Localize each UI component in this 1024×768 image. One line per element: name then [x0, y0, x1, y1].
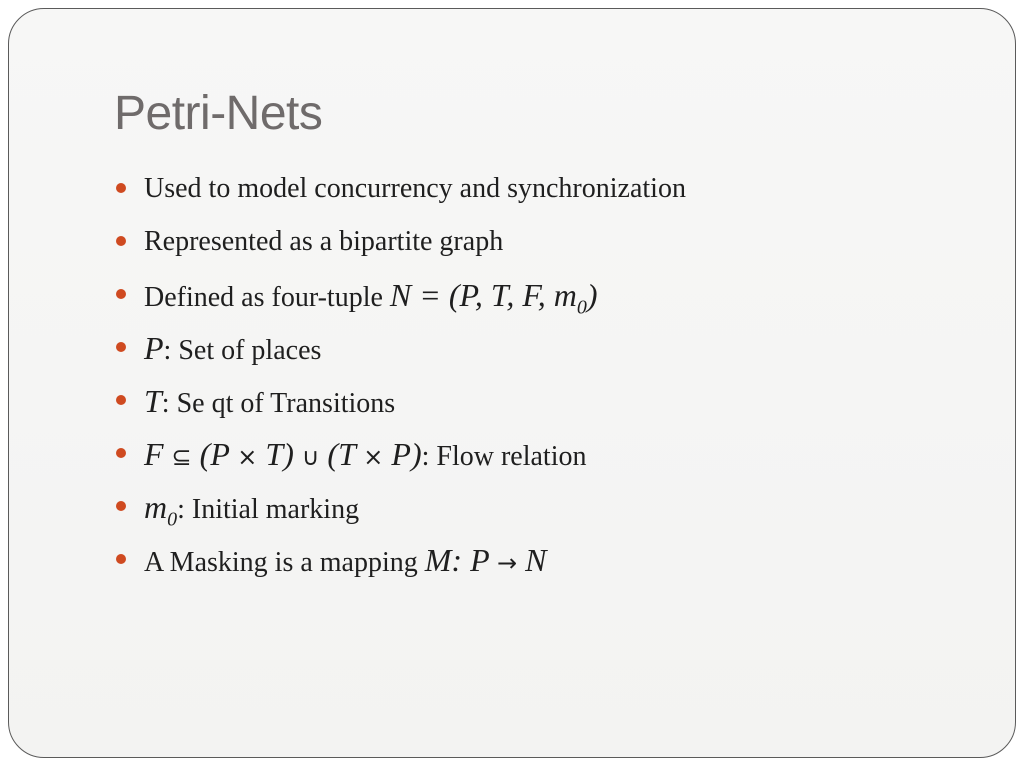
bullet-item — [116, 488, 686, 541]
places-symbol: P — [144, 330, 164, 366]
bullet-dot-icon — [116, 395, 126, 405]
bullet-item — [116, 276, 686, 329]
tuple-formula: N = (P, T, F, $m_0$) — [389, 277, 598, 319]
bullet-text: : Flow relation — [421, 441, 587, 472]
bullet-text: : Initial marking — [177, 494, 360, 525]
transitions-symbol: T — [144, 383, 162, 419]
bullet-text: : Set of places — [163, 335, 322, 366]
bullet-item — [116, 223, 686, 276]
bullet-text: A Masking is a mapping — [144, 547, 425, 578]
marking-symbol: $m_0$ — [144, 489, 178, 531]
mapping-formula: M: P → N — [424, 542, 547, 578]
bullet-list — [116, 170, 686, 594]
bullet-text: Represented as a bipartite graph — [144, 226, 504, 257]
bullet-dot-icon — [116, 236, 126, 246]
bullet-item — [116, 541, 686, 594]
flow-formula: F ⊆ (P × T) ∪ (T × P) — [144, 436, 422, 472]
bullet-dot-icon — [116, 183, 126, 193]
bullet-item — [116, 435, 686, 488]
bullet-dot-icon — [116, 448, 126, 458]
bullet-item — [116, 170, 686, 223]
bullet-dot-icon — [116, 554, 126, 564]
slide-title: Petri-Nets — [114, 87, 323, 140]
bullet-text: Used to model concurrency and synchronization — [144, 173, 686, 204]
bullet-item — [116, 382, 686, 435]
bullet-dot-icon — [116, 501, 126, 511]
bullet-text: : Se qt of Transitions — [161, 388, 396, 419]
bullet-dot-icon — [116, 289, 126, 299]
bullet-dot-icon — [116, 342, 126, 352]
bullet-text: Defined as four-tuple — [144, 282, 390, 313]
bullet-item — [116, 329, 686, 382]
